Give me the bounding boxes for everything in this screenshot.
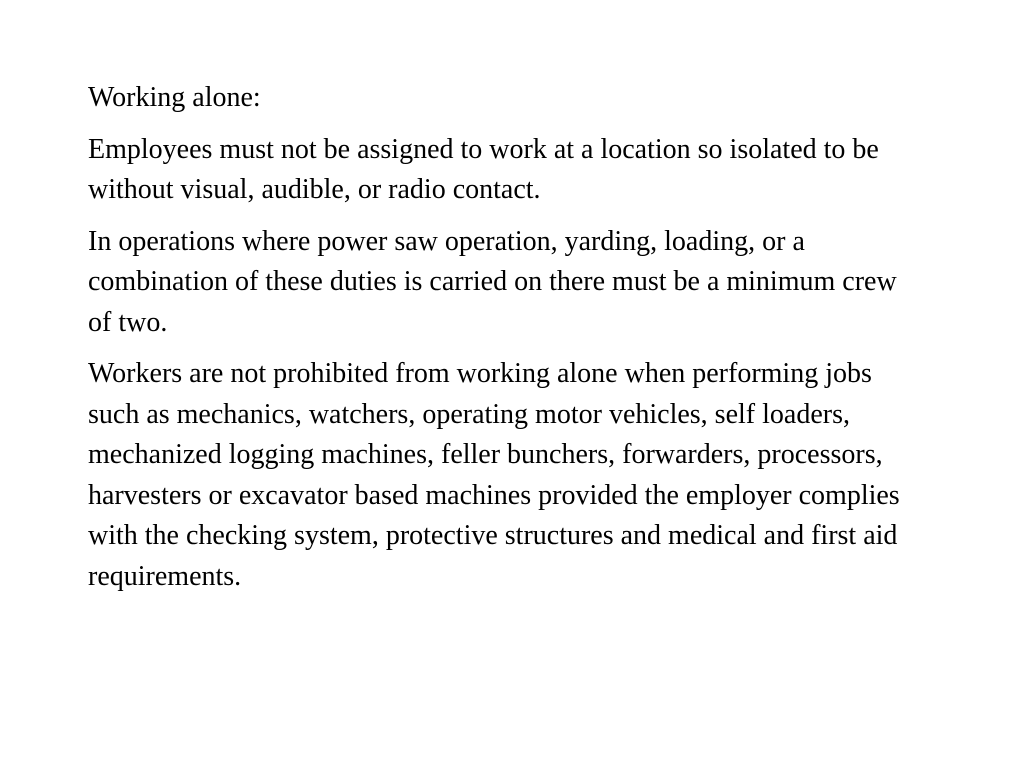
paragraph-minimum-crew: In operations where power saw operation, yarding, loading, or a combination of these duties is carried on there must be a minimum crew of two. — [88, 225, 897, 338]
paragraph-working-alone-exceptions: Workers are not prohibited from working alone when performing jobs such as mechanics, watchers, operating motor vehicles, self loaders, mechanized logging machines, feller bunchers, forwarders, processors, harvesters or excavator based machines provided the employer complies with the checking system, protective structures and medical and first aid requirements. — [88, 358, 900, 592]
paragraph-visual-contact: Employees must not be assigned to work at a location so isolated to be without visual, audible, or radio contact. — [88, 133, 879, 205]
slide-content — [88, 78, 918, 608]
slide-heading: Working alone: — [88, 82, 261, 113]
